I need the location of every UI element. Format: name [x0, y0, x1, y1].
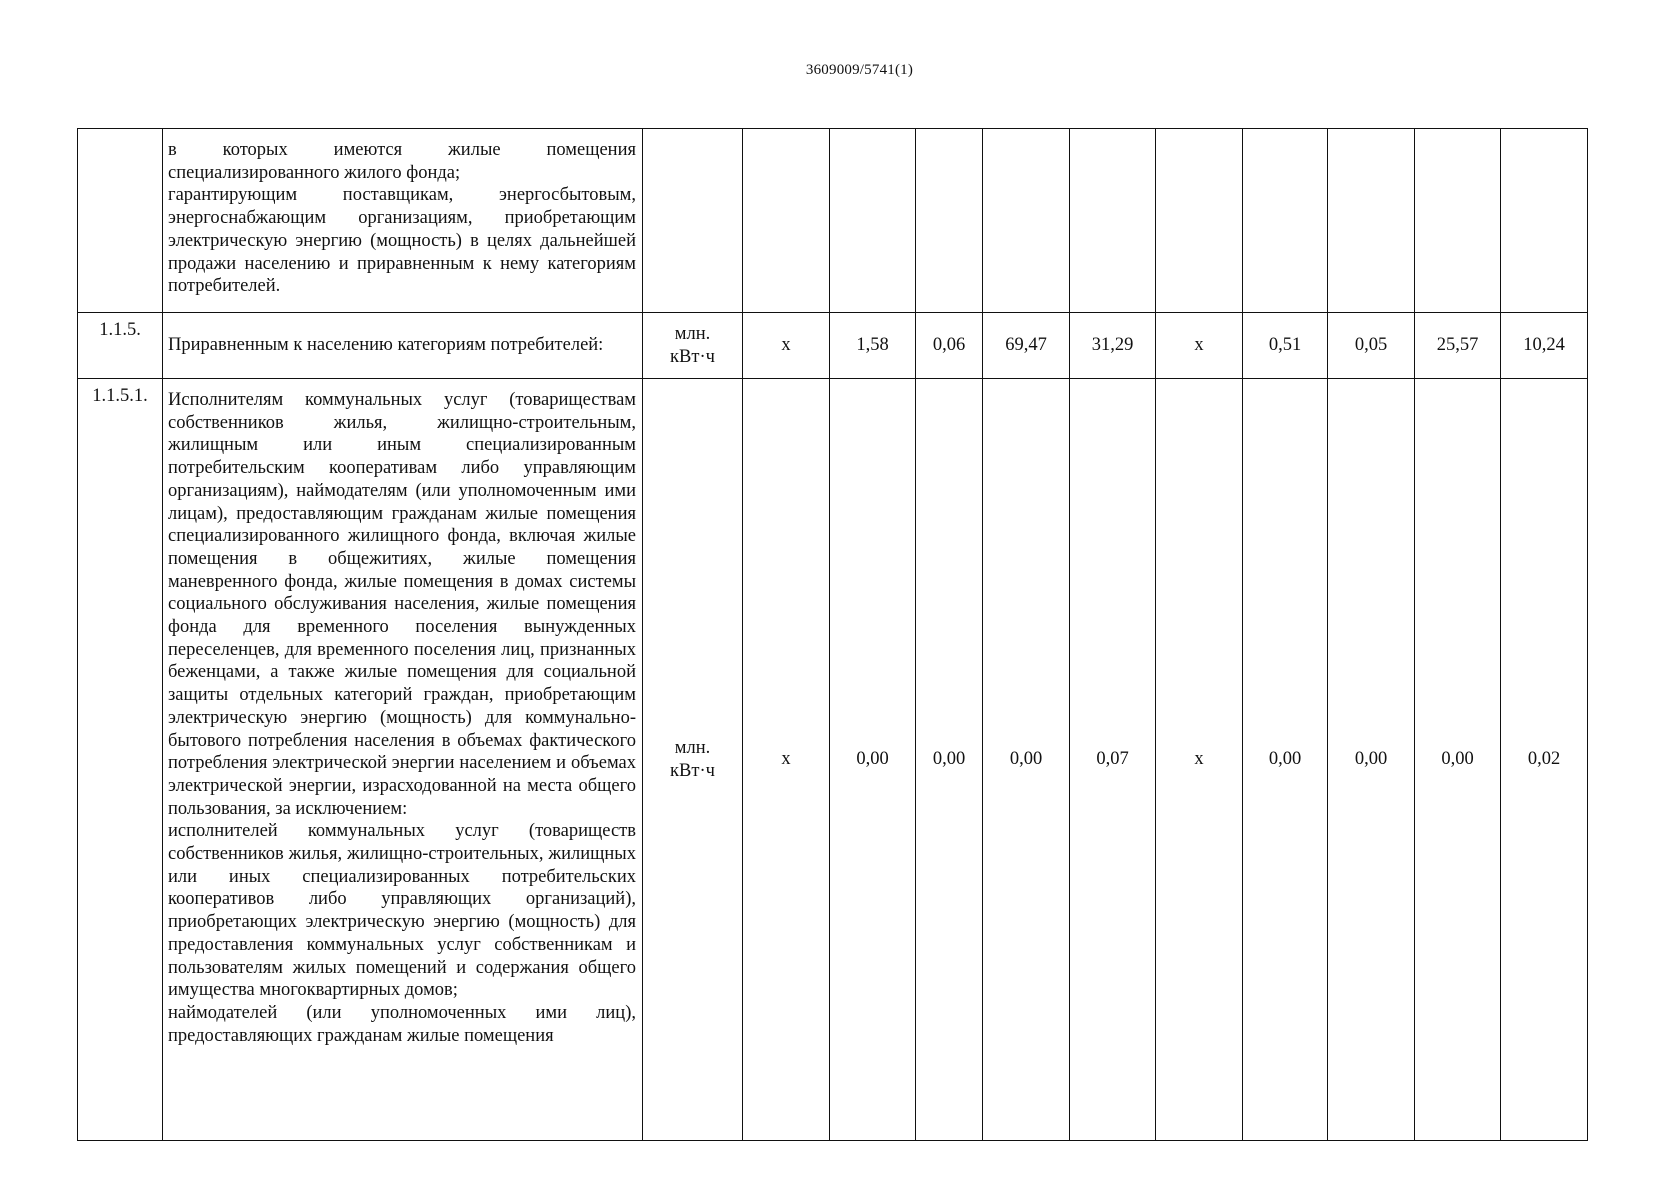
document-number: 3609009/5741(1)	[805, 62, 914, 78]
value-cell: 0,00	[1243, 379, 1328, 1141]
value-cell: х	[1156, 313, 1243, 379]
value-cell	[743, 129, 830, 313]
unit-cell	[643, 379, 743, 1141]
value-cell	[1328, 129, 1415, 313]
table-row	[78, 379, 1588, 1141]
unit-cell	[643, 129, 743, 313]
value-cell: х	[743, 379, 830, 1141]
value-cell: 0,06	[916, 313, 983, 379]
value-cell	[1243, 129, 1328, 313]
row-description	[163, 129, 643, 313]
value-cell: 31,29	[1070, 313, 1156, 379]
description-paragraph: гарантирующим поставщикам, энергосбытовым, энергоснабжающим организациям, приобретающим электрическую энергию (мощность) в целях дальнейшей продажи населению и приравненным к нему категориям потребителей.	[168, 185, 636, 297]
unit-line: кВт·ч	[670, 346, 715, 367]
description-paragraph: Исполнителям коммунальных услуг (товариществам собственников жилья, жилищно-строительным, жилищным или иным специализированным потребительским кооперативам либо управляющим организациям), наймодателям (или уполномоченным ими лицам), предоставляющим гражданам жилые помещения специализированного жилищного фонда, включая жилые помещения в общежитиях, жилые помещения маневренного фонда, жилые помещения в домах системы социального обслуживания населения, жилые помещения фонда для временного поселения вынужденных переселенцев, для временного поселения лиц, признанных беженцами, а также жилые помещения для социальной защиты отдельных категорий граждан, приобретающим электрическую энергию (мощность) для коммунально-бытового потребления населения в объемах фактического потребления электрической энергии населением и объемах электрической энергии, израсходованной на места общего пользования, за исключением:	[168, 390, 636, 819]
value-cell	[916, 129, 983, 313]
row-description	[163, 379, 643, 1141]
value-cell: 0,00	[1415, 379, 1501, 1141]
value-cell: 0,00	[830, 379, 916, 1141]
value-cell: 0,00	[916, 379, 983, 1141]
value-cell: 69,47	[983, 313, 1070, 379]
value-cell: 0,00	[983, 379, 1070, 1141]
value-cell	[830, 129, 916, 313]
row-number: 1.1.5.	[78, 313, 163, 379]
value-cell: 0,00	[1328, 379, 1415, 1141]
unit-line: кВт·ч	[670, 760, 715, 781]
unit-cell	[643, 313, 743, 379]
row-number: 1.1.5.1.	[78, 379, 163, 1141]
value-cell	[1501, 129, 1588, 313]
table-row	[78, 313, 1588, 379]
value-cell	[983, 129, 1070, 313]
value-cell: 0,51	[1243, 313, 1328, 379]
value-cell	[1070, 129, 1156, 313]
row-number	[78, 129, 163, 313]
value-cell: 0,07	[1070, 379, 1156, 1141]
tariff-balance-table	[77, 128, 1588, 1141]
unit-line: млн.	[674, 737, 711, 758]
unit-line: млн.	[674, 323, 711, 344]
value-cell: х	[1156, 379, 1243, 1141]
value-cell: 1,58	[830, 313, 916, 379]
value-cell: 10,24	[1501, 313, 1588, 379]
value-cell: 25,57	[1415, 313, 1501, 379]
value-cell: 0,05	[1328, 313, 1415, 379]
value-cell	[1415, 129, 1501, 313]
value-cell	[1156, 129, 1243, 313]
value-cell: 0,02	[1501, 379, 1588, 1141]
description-paragraph: наймодателей (или уполномоченных ими лиц), предоставляющих гражданам жилые помещения	[168, 1002, 636, 1046]
row-description	[163, 313, 643, 379]
table-row	[78, 129, 1588, 313]
value-cell: х	[743, 313, 830, 379]
description-paragraph: Приравненным к населению категориям потребителей:	[168, 335, 604, 356]
description-paragraph: в которых имеются жилые помещения специализированного жилого фонда;	[168, 140, 636, 183]
description-paragraph: исполнителей коммунальных услуг (товариществ собственников жилья, жилищно-строительных, жилищных или иных специализированных потребительских кооперативов либо управляющих организаций), приобретающих электрическую энергию (мощность) для предоставления коммунальных услуг собственникам и пользователям жилых помещений и содержания общего имущества многоквартирных домов;	[168, 821, 636, 1001]
